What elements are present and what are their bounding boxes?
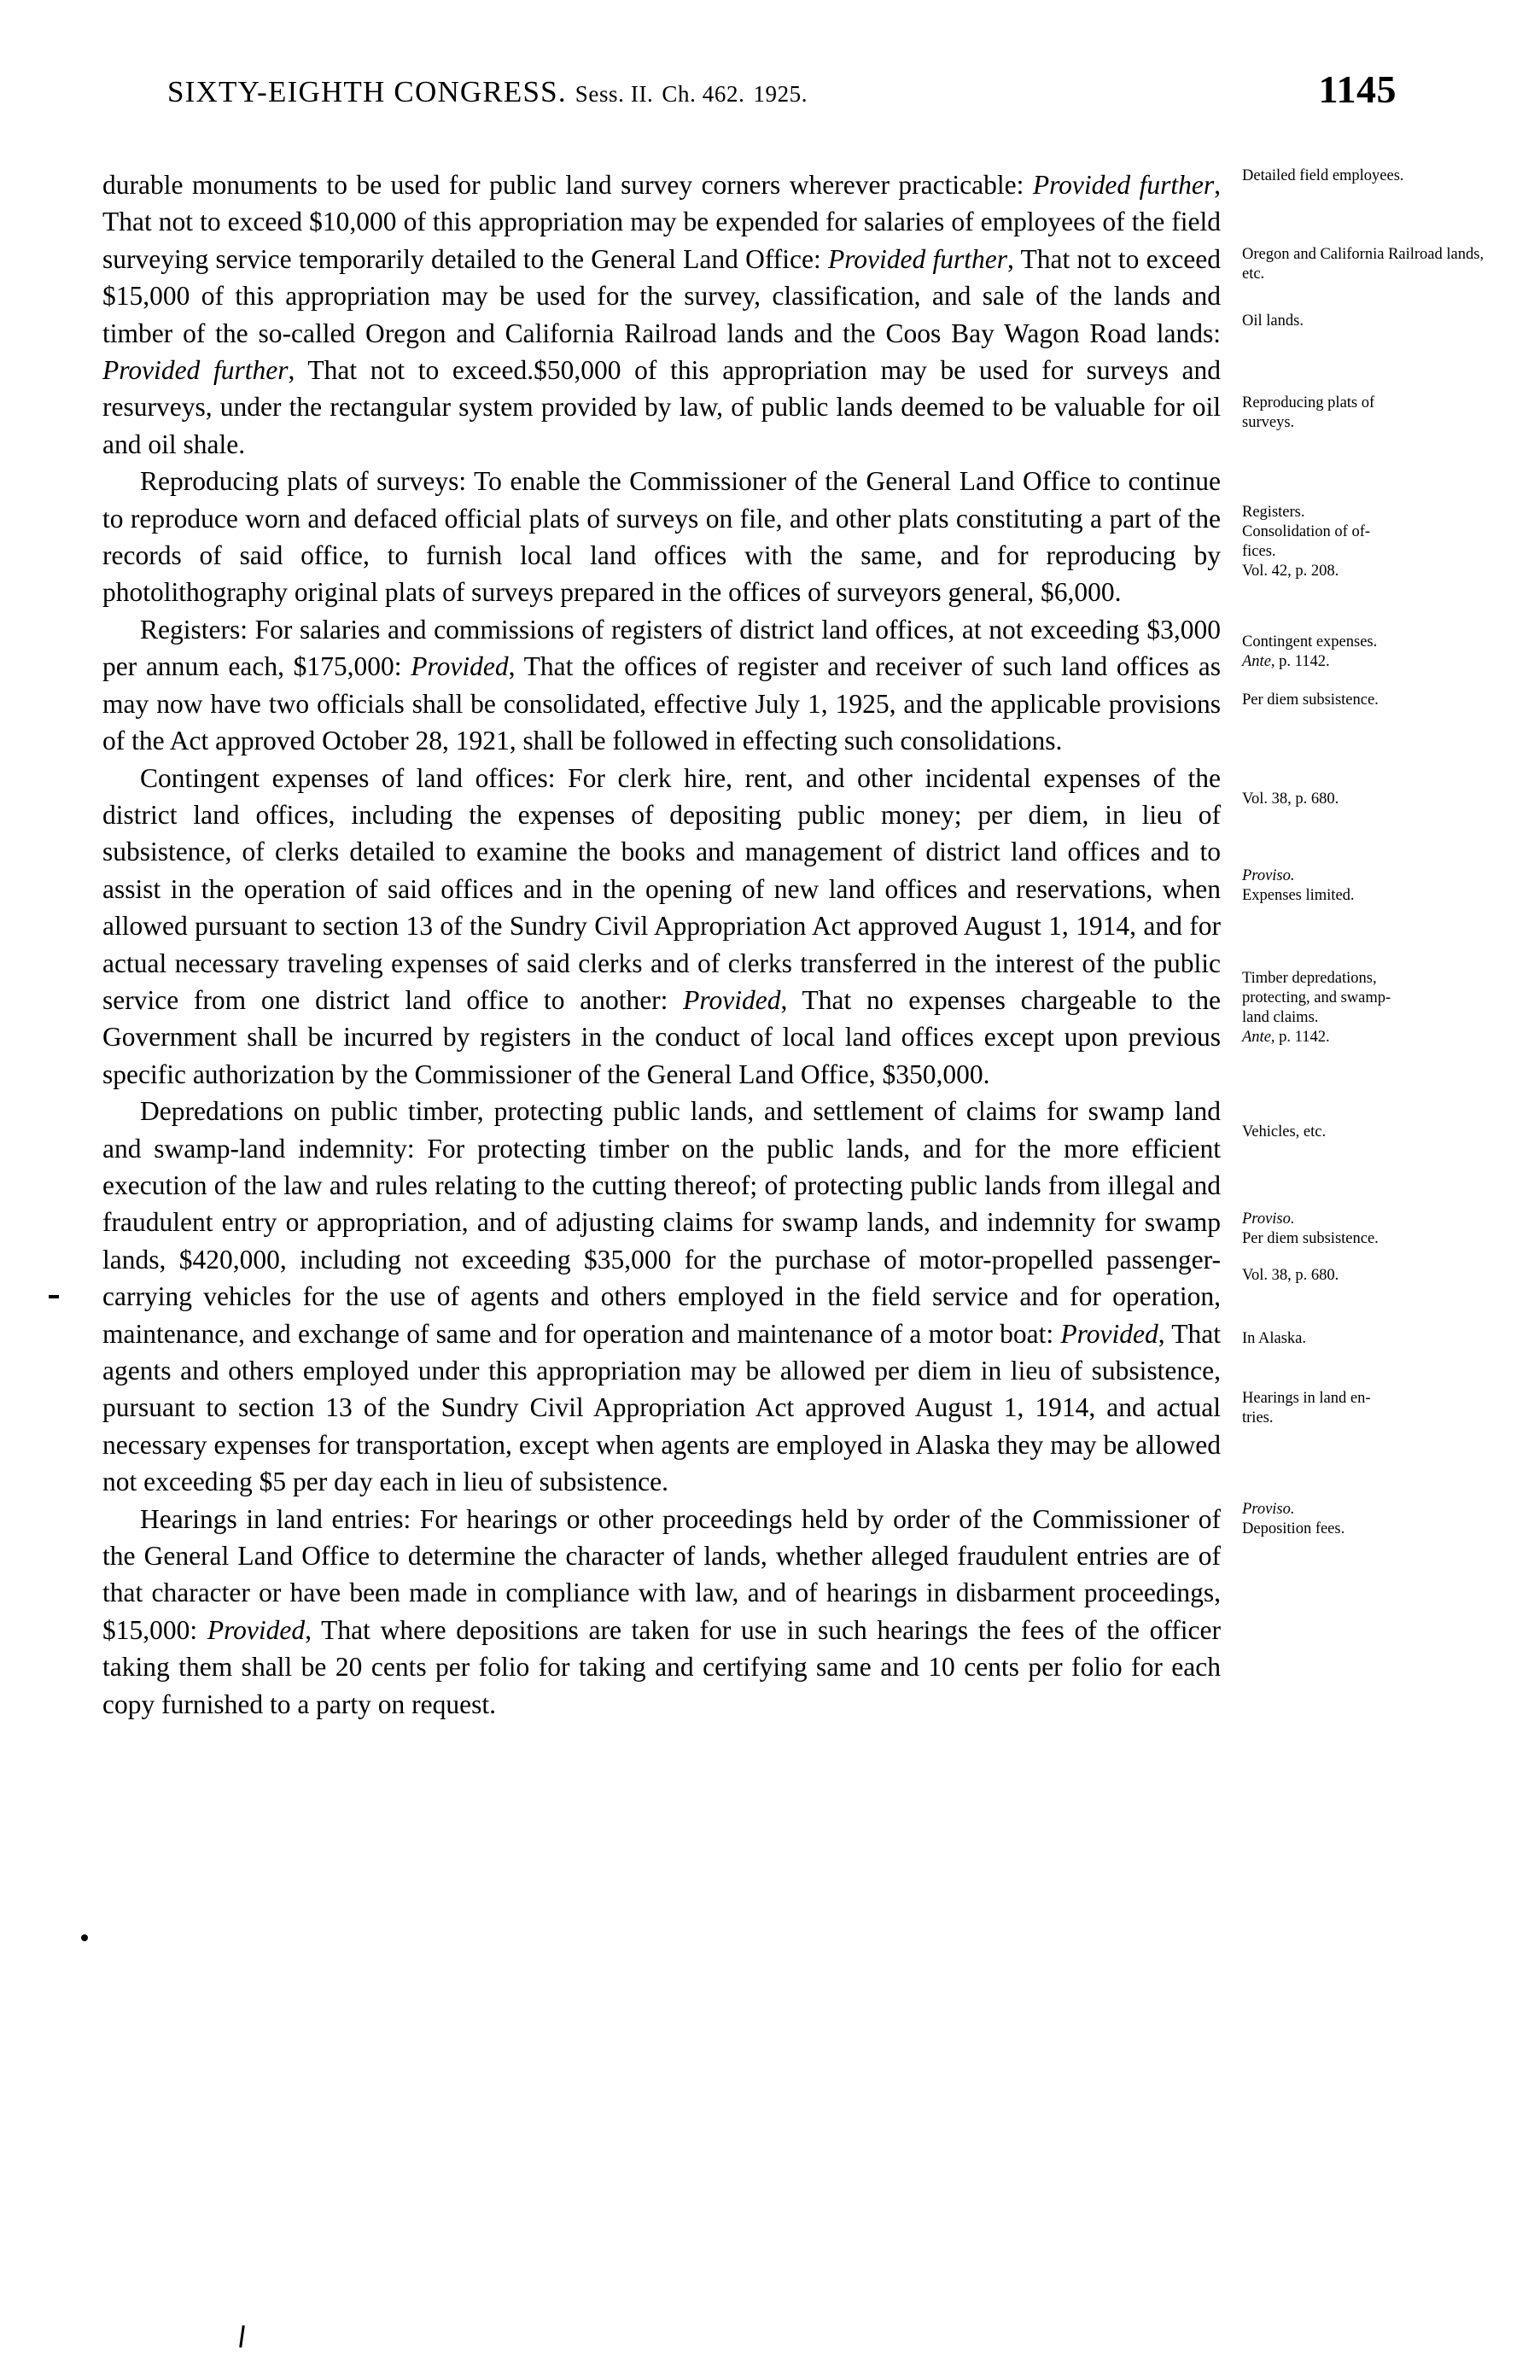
marginal-note: Vol. 38, p. 680. xyxy=(1242,1267,1339,1284)
page-number: 1145 xyxy=(1318,67,1397,111)
running-head-title xyxy=(167,75,1397,109)
marginal-note: Registers. Consolidation of of- fices. Vol. 42, p. 208. xyxy=(1242,504,1371,580)
body-text-column xyxy=(102,166,1221,1723)
body-paragraph: Hearings in land entries: For hearings or other proceedings held by order of the Commissioner of the General Land Office to determine the character of lands, whether alleged fraudulent entries are of that character or have been made in compliance with law, and of hearings in disbarment proceedings, $15,000: Provided, That where depositions are taken for use in such hearings the fees of the officer taking them shall be 20 cents per folio for taking and certifying same and 10 cents per folio for each copy furnished to a party on request. xyxy=(102,1503,1221,1719)
marginal-note: Proviso. Per diem subsistence. xyxy=(1242,1210,1379,1247)
running-head-session: Sess. II. xyxy=(575,81,654,107)
body-paragraph: Registers: For salaries and commissions of registers of district land offices, at not exceeding $3,000 per annum each, $175,000: Provided, That the offices of register and receiver of such land offices as may now have two officials shall be consolidated, effective July 1, 1925, and the applicable provisions of the Act approved October 28, 1921, shall be followed in effecting such consolidations. xyxy=(102,614,1222,756)
marginal-note: Oregon and California Railroad lands, etc. xyxy=(1242,246,1485,283)
body-paragraph: Depredations on public timber, protecting public lands, and settlement of claims for swamp land and swamp-land indemnity: For protecting timber on the public lands, and for the more efficient execution of the law and rules relating to the cutting thereof; of protecting public lands from illegal and fraudulent entry or appropriation, and of adjusting claims for swamp lands, and indemnity for swamp lands, $420,000, including not exceeding $35,000 for the purchase of motor-propelled passenger-carrying vehicles for the use of agents and others employed in the field service and for operation, maintenance, and exchange of same and for operation and maintenance of a motor boat: Provided, That agents and others employed under this appropriation may be allowed per diem in lieu of subsistence, pursuant to section 13 of the Sundry Civil Appropriation Act approved August 1, 1914, and actual necessary expenses for transportation, except when agents are employed in Alaska they may be allowed not exceeding $5 per day each in lieu of subsistence. xyxy=(102,1096,1222,1497)
marginal-note: Proviso. Expenses limited. xyxy=(1242,867,1355,904)
marginal-note: Vehicles, etc. xyxy=(1242,1123,1327,1140)
marginal-note: Per diem subsistence. xyxy=(1242,691,1379,709)
marginal-note: Vol. 38, p. 680. xyxy=(1242,790,1339,808)
body-paragraph: Contingent expenses of land offices: For clerk hire, rent, and other incidental expenses of the district land offices, including the expenses of depositing public money; per diem, in lieu of subsistence, of clerks detailed to examine the books and management of district land offices and to assist in the operation of said offices and in the opening of new land offices and reservations, when allowed pursuant to section 13 of the Sundry Civil Appropriation Act approved August 1, 1914, and for actual necessary traveling expenses of said clerks and of clerks transferred in the interest of the public service from one district land office to another: Provided, That no expenses chargeable to the Government shall be incurred by registers in the conduct of local land offices except upon previous specific authorization by the Commissioner of the General Land Office, $350,000. xyxy=(102,762,1221,1089)
running-head xyxy=(167,67,1397,126)
marginal-note: Proviso. Deposition fees. xyxy=(1242,1501,1345,1537)
running-head-congress: SIXTY-EIGHTH CONGRESS. xyxy=(167,75,567,108)
body-paragraph: durable monuments to be used for public land survey corners wherever practicable: Provided further, That not to exceed $10,000 of this appropriation may be expended for salaries of employees of the field surveying service temporarily detailed to the General Land Office: Provided further, That not to exceed $15,000 of this appropriation may be used for the survey, classification, and sale of the lands and timber of the so-called Oregon and California Railroad lands and the Coos Bay Wagon Road lands: Provided further, That not to exceed.$50,000 of this appropriation may be used for surveys and resurveys, under the rectangular system provided by law, of public lands deemed to be valuable for oil and oil shale. xyxy=(102,170,1222,459)
stray-mark xyxy=(239,2325,245,2348)
marginal-note: In Alaska. xyxy=(1242,1330,1307,1347)
marginal-note: Contingent expenses. Ante, p. 1142. xyxy=(1242,633,1378,670)
body-paragraph: Reproducing plats of surveys: To enable the Commissioner of the General Land Office to continue to reproduce worn and defaced official plats of surveys on file, and other plats constituting a part of the records of said office, to furnish local land offices with the same, and for reproducing by photolithography original plats of surveys prepared in the offices of surveyors general, $6,000. xyxy=(102,466,1221,608)
stray-mark xyxy=(49,1295,59,1298)
marginal-note: Oil lands. xyxy=(1242,312,1304,330)
marginal-note: Timber depredations, protecting, and swamp- land claims. Ante, p. 1142. xyxy=(1242,970,1391,1046)
running-head-year: 1925. xyxy=(753,81,808,107)
marginal-note: Reproducing plats of surveys. xyxy=(1242,394,1375,431)
stray-mark xyxy=(81,1934,88,1941)
marginal-note: Hearings in land en- tries. xyxy=(1242,1390,1371,1426)
marginal-note: Detailed field employees. xyxy=(1242,167,1404,184)
running-head-chapter: Ch. 462. xyxy=(662,81,745,107)
